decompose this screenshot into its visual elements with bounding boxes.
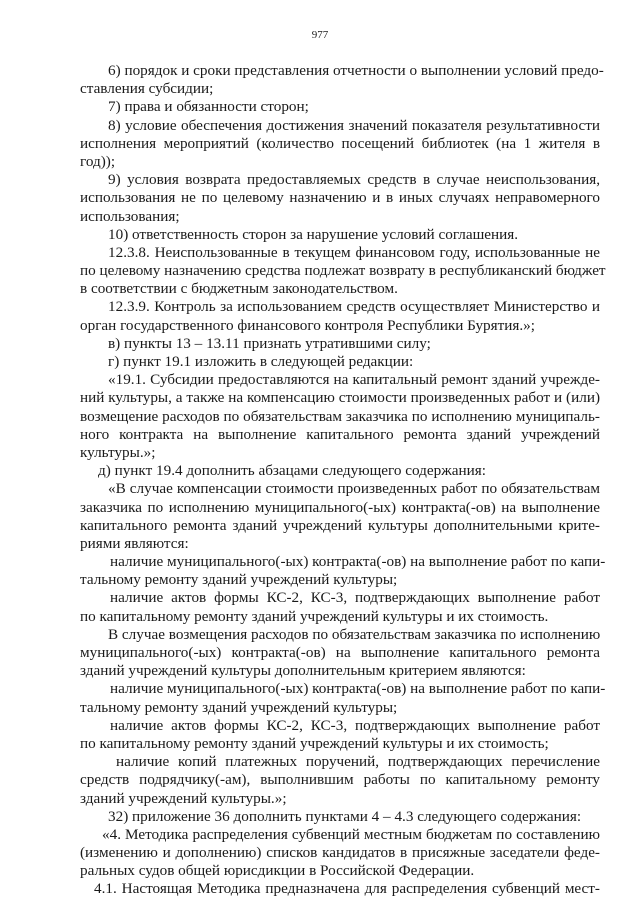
- text-line: зданий учреждений культуры дополнительным критерием являются:: [80, 662, 526, 680]
- text-line: в соответствии с бюджетным законодательством.: [80, 280, 398, 298]
- text-line: наличие муниципального(-ых) контракта(-ов) на выполнение работ по капи-: [110, 680, 606, 698]
- text-line: наличие актов формы КС-2, КС-3, подтверждающих выполнение работ: [110, 589, 600, 607]
- text-line: использования;: [80, 207, 180, 225]
- text-line: 9) условия возврата предоставляемых средств в случае неиспользования,: [108, 171, 600, 189]
- text-line: заказчика по исполнению муниципального(-ых) контракта(-ов) на выполнение: [80, 498, 600, 516]
- text-line: 4.1. Настоящая Методика предназначена для распределения субвенций мест-: [94, 880, 600, 898]
- text-line: «19.1. Субсидии предоставляются на капитальный ремонт зданий учрежде-: [108, 371, 600, 389]
- text-line: по целевому назначению средства подлежат возврату в республиканский бюджет: [80, 262, 606, 280]
- text-line: д) пункт 19.4 дополнить абзацами следующего содержания:: [98, 462, 486, 480]
- text-line: исполнения мероприятий (количество посещений библиотек (на 1 жителя в: [80, 134, 600, 152]
- text-line: зданий учреждений культуры.»;: [80, 789, 287, 807]
- text-line: наличие копий платежных поручений, подтверждающих перечисление: [116, 753, 600, 771]
- text-line: г) пункт 19.1 изложить в следующей редакции:: [108, 353, 414, 370]
- text-line: 6) порядок и сроки представления отчетности о выполнении условий предо-: [108, 62, 604, 79]
- text-line: тальному ремонту зданий учреждений культуры;: [80, 571, 398, 589]
- text-line: «В случае компенсации стоимости произведенных работ по обязательствам: [108, 480, 600, 498]
- text-line: 8) условие обеспечения достижения значений показателя результативности: [108, 116, 600, 134]
- text-line: 32) приложение 36 дополнить пунктами 4 – 4.3 следующего содержания:: [108, 807, 582, 825]
- text-line: капитального ремонта зданий учреждений культуры дополнительными крите-: [80, 516, 600, 534]
- text-line: риями являются:: [80, 534, 189, 552]
- text-line: ний культуры, а также на компенсацию стоимости произведенных работ и (или): [80, 389, 600, 407]
- text-line: культуры.»;: [80, 443, 156, 461]
- text-line: «4. Методика распределения субвенций местным бюджетам по составлению: [102, 825, 600, 843]
- text-line: ставления субсидии;: [80, 80, 214, 98]
- text-line: муниципального(-ых) контракта(-ов) на выполнение капитального ремонта: [80, 644, 600, 661]
- text-line: В случае возмещения расходов по обязательствам заказчика по исполнению: [108, 625, 601, 643]
- text-line: средств подрядчику(-ам), выполнившим работы по капитальному ремонту: [80, 771, 600, 789]
- text-line: орган государственного финансового контроля Республики Бурятия.»;: [80, 316, 535, 334]
- text-line: год));: [80, 152, 116, 170]
- text-line: по капитальному ремонту зданий учреждений культуры и их стоимость.: [80, 607, 549, 625]
- text-line: по капитальному ремонту зданий учреждений культуры и их стоимость;: [80, 734, 549, 752]
- text-line: тальному ремонту зданий учреждений культуры;: [80, 698, 398, 716]
- text-line: 7) права и обязанности сторон;: [108, 98, 309, 116]
- text-line: (изменению и дополнению) списков кандидатов в присяжные заседатели феде-: [80, 844, 600, 862]
- text-line: использования не по целевому назначению и в иных случаях неправомерного: [80, 189, 600, 207]
- text-line: наличие муниципального(-ых) контракта(-ов) на выполнение работ по капи-: [110, 553, 606, 571]
- text-line: 10) ответственность сторон за нарушение условий соглашения.: [108, 225, 519, 243]
- text-line: возмещение расходов по обязательствам заказчика по исполнению муниципаль-: [80, 407, 600, 425]
- text-line: 12.3.9. Контроль за использованием средств осуществляет Министерство и: [108, 298, 600, 316]
- text-line: наличие актов формы КС-2, КС-3, подтверждающих выполнение работ: [110, 716, 600, 734]
- text-line: ного контракта на выполнение капитального ремонта зданий учреждений: [80, 425, 600, 443]
- text-line: в) пункты 13 – 13.11 признать утратившими силу;: [108, 334, 431, 352]
- page-number: 977: [311, 29, 329, 41]
- text-line: 12.3.8. Неиспользованные в текущем финансовом году, использованные не: [108, 243, 600, 261]
- text-line: ральных судов общей юрисдикции в Российской Федерации.: [80, 862, 475, 880]
- body-text: [80, 62, 606, 899]
